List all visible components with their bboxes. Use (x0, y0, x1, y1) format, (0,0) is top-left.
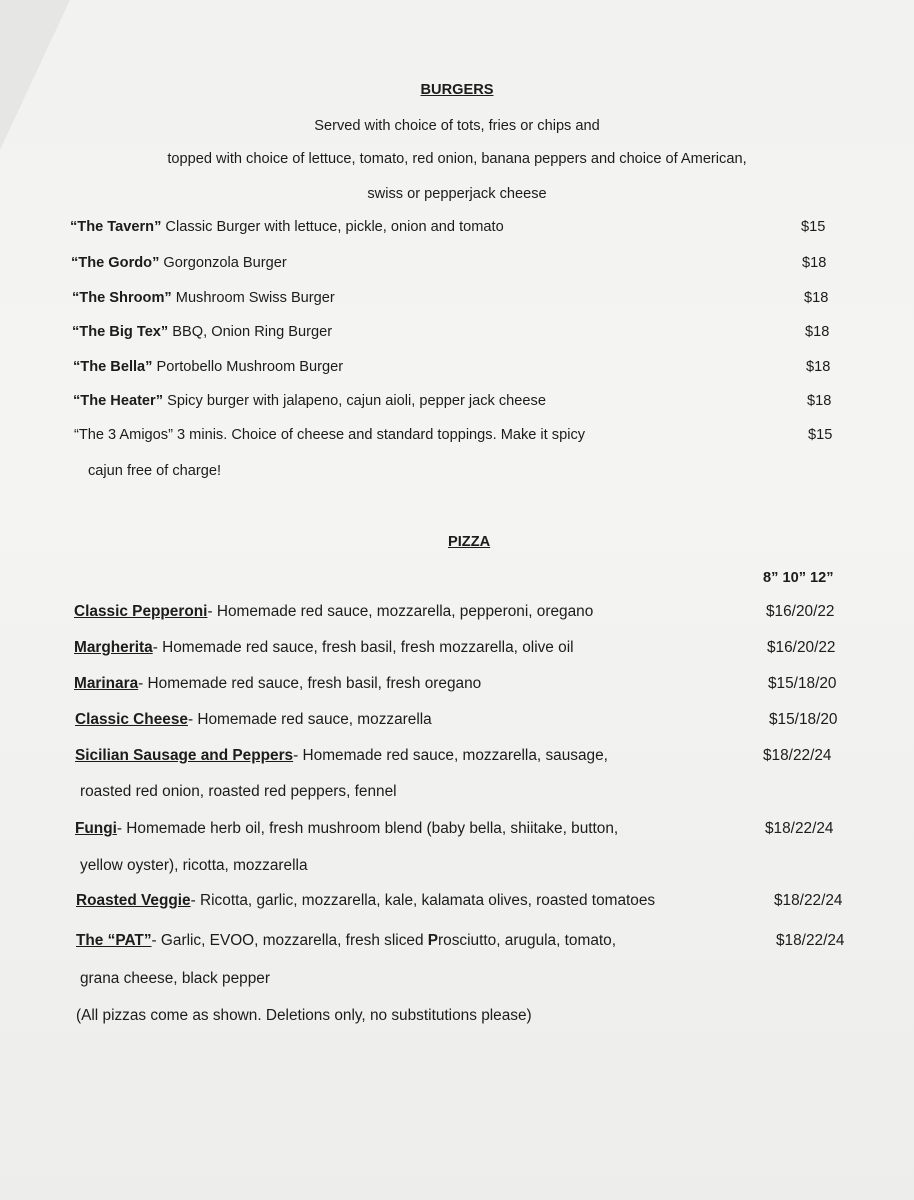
burger-item-price: $18 (802, 255, 827, 271)
burger-item-desc: Mushroom Swiss Burger (171, 290, 335, 306)
pizza-item-classic-cheese (75, 711, 432, 729)
pizza-item-desc: - Homemade red sauce, mozzarella (187, 711, 432, 728)
burger-item-desc: Spicy burger with jalapeno, cajun aioli, pepper jack cheese (163, 393, 546, 409)
burger-item-bella (73, 358, 343, 376)
pizza-item-continuation: grana cheese, black pepper (80, 970, 270, 987)
pizza-item-fungi (75, 820, 618, 838)
burger-item-heater (73, 392, 546, 410)
burger-item-desc: Portobello Mushroom Burger (152, 359, 344, 375)
pizza-item-sicilian-sausage (75, 747, 608, 765)
pizza-item-price: $15/18/20 (768, 675, 837, 692)
pizza-item-price: $18/22/24 (774, 892, 843, 909)
pizza-item-name: Sicilian Sausage and Peppers (75, 747, 294, 764)
burger-item-big-tex (72, 323, 332, 341)
pizza-item-desc: rosciutto, arugula, tomato, (438, 932, 616, 949)
pizza-item-desc: - Homemade red sauce, fresh basil, fresh oregano (138, 675, 482, 692)
burger-item-name: “The Heater” (73, 393, 164, 409)
burger-item-price: $15 (808, 427, 833, 443)
burger-item-name: “The Tavern” (70, 219, 162, 235)
burger-item-name: “The Gordo” (71, 255, 160, 271)
pizza-item-margherita (74, 639, 574, 657)
burger-item-3-amigos (74, 426, 585, 444)
pizza-item-name: Roasted Veggie (76, 892, 191, 909)
burgers-intro-line-3: swiss or pepperjack cheese (367, 186, 547, 202)
burger-item-name: “The Shroom” (72, 290, 172, 306)
pizza-item-desc: - Homemade herb oil, fresh mushroom blend (baby bella, shiitake, button, (116, 820, 619, 837)
burger-item-name: “The Big Tex” (72, 324, 169, 340)
burger-item-price: $18 (807, 393, 832, 409)
burger-item-desc: “The 3 Amigos” 3 minis. Choice of cheese and standard toppings. Make it spicy (74, 427, 586, 443)
pizza-item-desc-bold: P (427, 932, 439, 949)
burger-item-price: $18 (804, 290, 829, 306)
pizza-item-desc: - Homemade red sauce, mozzarella, pepperoni, oregano (207, 603, 594, 620)
pizza-item-the-pat (76, 932, 616, 950)
pizza-item-name: Fungi (75, 820, 117, 837)
pizza-item-price: $18/22/24 (763, 747, 832, 764)
pizza-item-marinara (74, 675, 481, 693)
burger-item-continuation: cajun free of charge! (88, 463, 222, 479)
pizza-sizes-header: 8” 10” 12” (763, 570, 834, 586)
pizza-item-desc: - Homemade red sauce, mozzarella, sausage, (293, 747, 608, 764)
burgers-intro-line-2: topped with choice of lettuce, tomato, red onion, banana peppers and choice of American, (167, 151, 747, 167)
pizza-item-desc: - Garlic, EVOO, mozzarella, fresh sliced (151, 932, 428, 949)
pizza-item-name: Margherita (74, 639, 153, 656)
pizza-item-classic-pepperoni (74, 603, 593, 621)
burger-item-desc: BBQ, Onion Ring Burger (168, 324, 333, 340)
pizza-item-name: Classic Cheese (75, 711, 188, 728)
burgers-heading: BURGERS (420, 82, 494, 98)
pizza-item-price: $16/20/22 (767, 639, 836, 656)
pizza-item-name: Marinara (74, 675, 139, 692)
pizza-note: (All pizzas come as shown. Deletions only, no substitutions please) (76, 1007, 532, 1024)
burger-item-desc: Classic Burger with lettuce, pickle, onion and tomato (161, 219, 504, 235)
pizza-item-price: $16/20/22 (766, 603, 835, 620)
pizza-item-continuation: yellow oyster), ricotta, mozzarella (80, 857, 308, 874)
pizza-item-price: $18/22/24 (776, 932, 845, 949)
burger-item-name: “The Bella” (73, 359, 153, 375)
pizza-item-name: Classic Pepperoni (74, 603, 208, 620)
burgers-intro-line-1: Served with choice of tots, fries or chips and (314, 118, 600, 134)
burger-item-desc: Gorgonzola Burger (159, 255, 287, 271)
pizza-item-price: $18/22/24 (765, 820, 834, 837)
burger-item-price: $18 (806, 359, 831, 375)
burger-item-shroom (72, 289, 335, 307)
pizza-item-roasted-veggie (76, 892, 655, 910)
burger-item-tavern (70, 218, 504, 236)
burger-item-price: $18 (805, 324, 830, 340)
burger-item-price: $15 (801, 219, 826, 235)
burger-item-gordo (71, 254, 287, 272)
pizza-item-name: The “PAT” (76, 932, 152, 949)
pizza-item-desc: - Ricotta, garlic, mozzarella, kale, kalamata olives, roasted tomatoes (190, 892, 656, 909)
pizza-heading: PIZZA (448, 534, 491, 550)
pizza-item-price: $15/18/20 (769, 711, 838, 728)
pizza-item-continuation: roasted red onion, roasted red peppers, fennel (80, 783, 397, 800)
pizza-item-desc: - Homemade red sauce, fresh basil, fresh mozzarella, olive oil (152, 639, 574, 656)
